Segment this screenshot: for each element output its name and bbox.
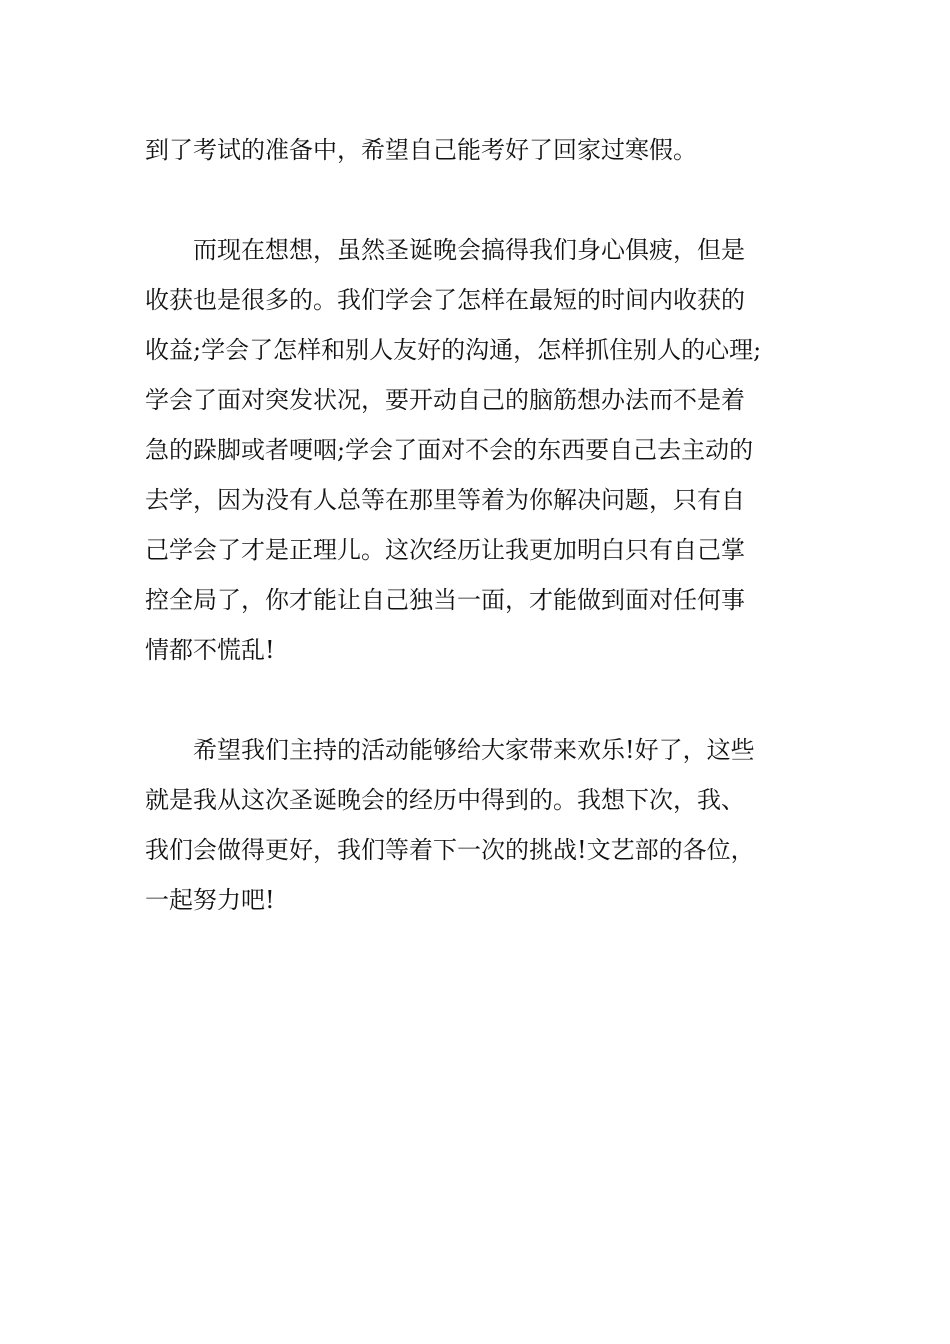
text-line: 控全局了，你才能让自己独当一面，才能做到面对任何事 — [145, 586, 745, 614]
text-line: 我们会做得更好，我们等着下一次的挑战!文艺部的各位， — [145, 836, 755, 864]
paragraph-reflection — [145, 225, 815, 675]
text-line: 就是我从这次圣诞晚会的经历中得到的。我想下次，我、 — [145, 786, 745, 814]
text-line: 收益;学会了怎样和别人友好的沟通，怎样抓住别人的心理; — [145, 336, 762, 364]
text-line: 学会了面对突发状况，要开动自己的脑筋想办法而不是着 — [145, 386, 745, 414]
text-line: 收获也是很多的。我们学会了怎样在最短的时间内收获的 — [145, 286, 745, 314]
text-line: 情都不慌乱! — [145, 636, 275, 664]
text-line: 急的跺脚或者哽咽;学会了面对不会的东西要自己去主动的 — [145, 436, 754, 464]
text-line: 而现在想想，虽然圣诞晚会搞得我们身心俱疲，但是 — [193, 236, 745, 264]
text-line: 到了考试的准备中，希望自己能考好了回家过寒假。 — [145, 136, 697, 164]
text-line: 己学会了才是正理儿。这次经历让我更加明白只有自己掌 — [145, 536, 745, 564]
text-line: 希望我们主持的活动能够给大家带来欢乐!好了，这些 — [193, 736, 755, 764]
paragraph-continuation — [145, 125, 815, 175]
text-line: 去学，因为没有人总等在那里等着为你解决问题，只有自 — [145, 486, 745, 514]
text-line: 一起努力吧! — [145, 886, 275, 914]
paragraph-closing — [145, 725, 815, 925]
